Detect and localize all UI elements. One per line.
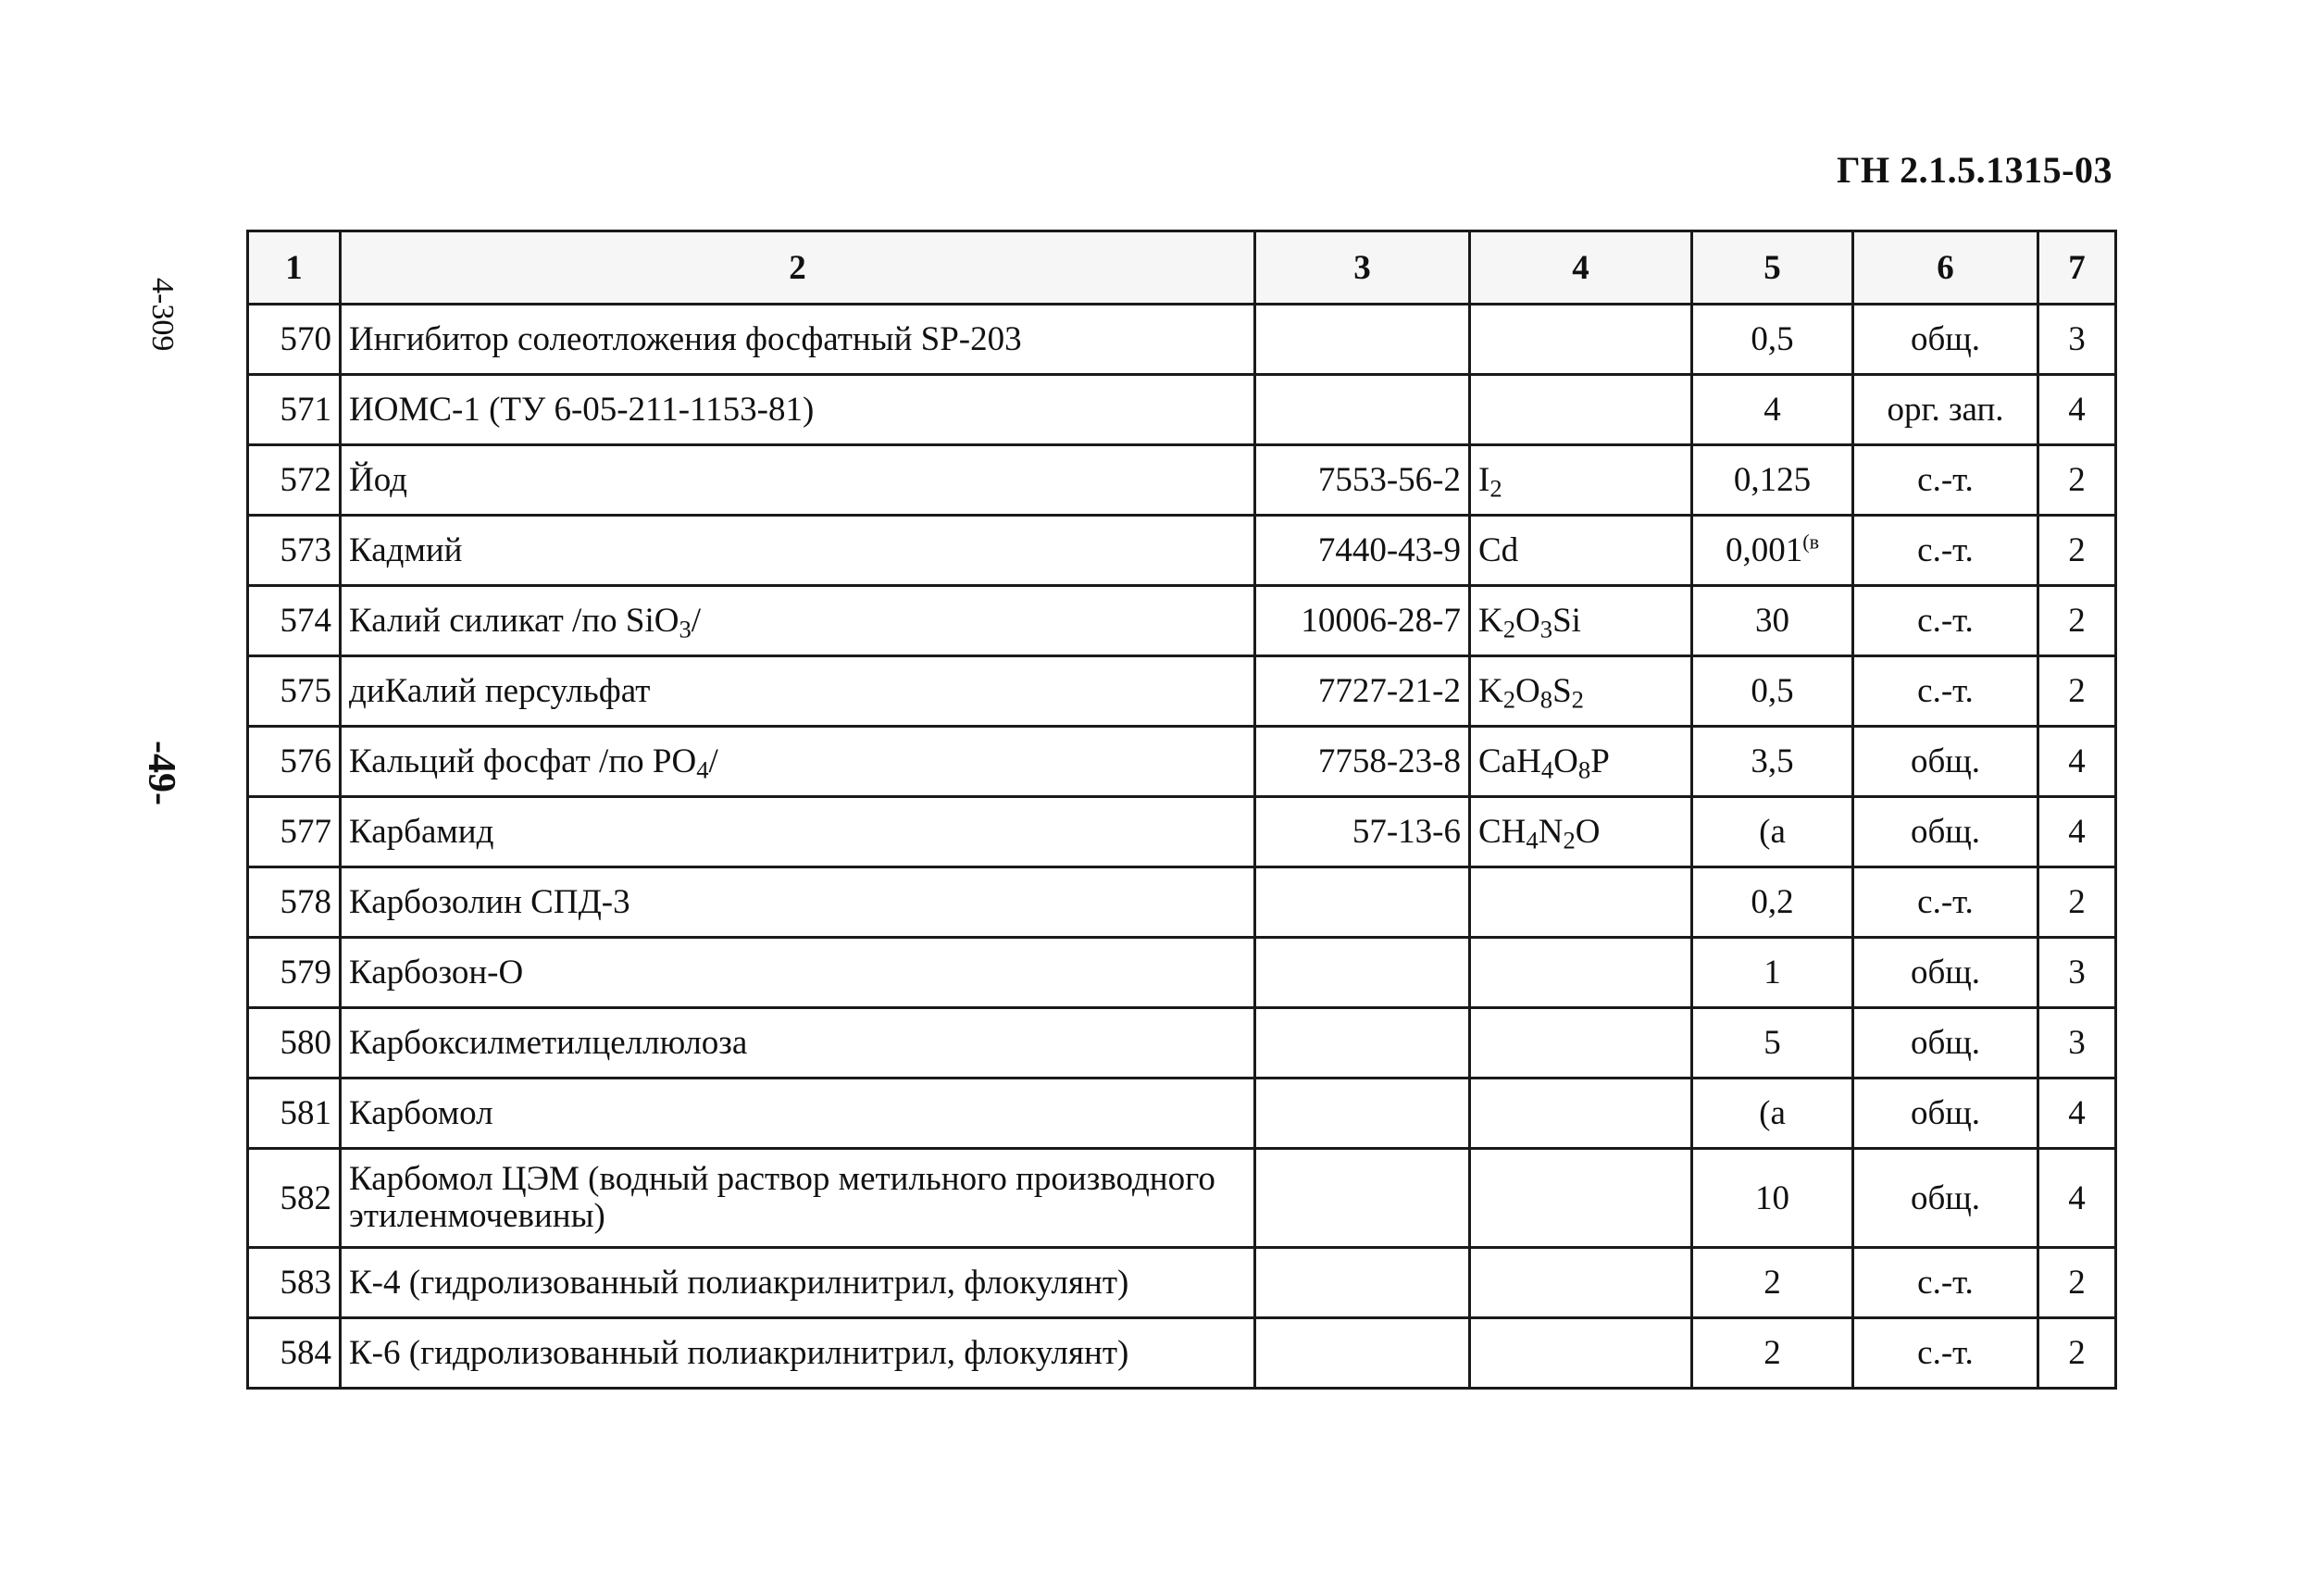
text-part: (а: [1759, 813, 1786, 851]
substance-name-cell: [341, 586, 1255, 656]
table-row: [248, 1149, 2116, 1248]
hazard-indicator-cell: общ.: [1853, 305, 2038, 375]
table-row: [248, 305, 2116, 375]
substances-table: [246, 230, 2117, 1390]
formula-cell: [1470, 1248, 1692, 1318]
text-part: O: [1553, 742, 1578, 780]
text-part: 2: [1571, 685, 1584, 714]
side-code: 4-309: [145, 278, 180, 352]
text-part: (в: [1802, 530, 1820, 554]
cas-number-cell: 7727-21-2: [1255, 656, 1470, 727]
value-cell: [1692, 1248, 1853, 1318]
cas-number-cell: [1255, 305, 1470, 375]
text-part: 2: [1502, 685, 1516, 714]
substance-name-cell: Ингибитор солеотложения фосфатный SP-203: [341, 305, 1255, 375]
hazard-class-cell: 2: [2038, 516, 2116, 586]
text-part: CH: [1478, 813, 1527, 851]
hazard-indicator-cell: с.-т.: [1853, 867, 2038, 938]
hazard-class-cell: 2: [2038, 656, 2116, 727]
value-cell: [1692, 305, 1853, 375]
formula-cell: [1470, 1318, 1692, 1389]
hazard-class-cell: 2: [2038, 586, 2116, 656]
formula-cell: [1470, 305, 1692, 375]
cas-number-cell: [1255, 867, 1470, 938]
row-number-cell: 580: [248, 1008, 341, 1079]
text-part: O: [1515, 672, 1540, 710]
text-part: 2: [1502, 615, 1516, 643]
text-part: 2: [1489, 474, 1502, 503]
value-cell: [1692, 867, 1853, 938]
page-number: -49-: [140, 741, 182, 805]
value-cell: [1692, 1079, 1853, 1149]
row-number-cell: 581: [248, 1079, 341, 1149]
value-cell: [1692, 1318, 1853, 1389]
value-cell: [1692, 445, 1853, 516]
text-part: 3: [1539, 615, 1553, 643]
text-part: 0,001: [1725, 531, 1803, 569]
column-header: 5: [1692, 231, 1853, 305]
text-part: Cd: [1478, 531, 1519, 569]
hazard-indicator-cell: с.-т.: [1853, 1248, 2038, 1318]
formula-cell: [1470, 516, 1692, 586]
value-cell: [1692, 586, 1853, 656]
text-part: 10: [1755, 1178, 1789, 1217]
text-part: Кальций фосфат /по PO: [349, 742, 697, 780]
value-cell: [1692, 727, 1853, 797]
table-row: [248, 516, 2116, 586]
formula-cell: [1470, 938, 1692, 1008]
column-header: 1: [248, 231, 341, 305]
column-header: 6: [1853, 231, 2038, 305]
text-part: 0,125: [1733, 461, 1812, 499]
row-number-cell: 571: [248, 375, 341, 445]
row-number-cell: 575: [248, 656, 341, 727]
cas-number-cell: 7553-56-2: [1255, 445, 1470, 516]
hazard-indicator-cell: с.-т.: [1853, 656, 2038, 727]
text-part: 3: [679, 615, 692, 643]
hazard-class-cell: 3: [2038, 1008, 2116, 1079]
text-part: (а: [1759, 1094, 1786, 1132]
hazard-indicator-cell: с.-т.: [1853, 445, 2038, 516]
value-cell: [1692, 1008, 1853, 1079]
table-row: [248, 1079, 2116, 1149]
substance-name-cell: Карбомол: [341, 1079, 1255, 1149]
text-part: K: [1478, 602, 1503, 640]
column-header: 3: [1255, 231, 1470, 305]
text-part: K: [1478, 672, 1503, 710]
column-header: 4: [1470, 231, 1692, 305]
text-part: 8: [1539, 685, 1553, 714]
row-number-cell: 574: [248, 586, 341, 656]
row-number-cell: 584: [248, 1318, 341, 1389]
formula-cell: [1470, 375, 1692, 445]
cas-number-cell: [1255, 1318, 1470, 1389]
hazard-class-cell: 4: [2038, 1079, 2116, 1149]
table-row: [248, 938, 2116, 1008]
formula-cell: [1470, 656, 1692, 727]
formula-cell: [1470, 1008, 1692, 1079]
table-row: [248, 586, 2116, 656]
text-part: 5: [1763, 1024, 1781, 1062]
text-part: 3,5: [1751, 742, 1794, 780]
text-part: I: [1478, 461, 1490, 499]
formula-cell: [1470, 797, 1692, 867]
hazard-class-cell: 2: [2038, 1248, 2116, 1318]
document-code: ГН 2.1.5.1315-03: [1837, 149, 2112, 191]
value-cell: [1692, 656, 1853, 727]
text-part: O: [1515, 602, 1540, 640]
row-number-cell: 577: [248, 797, 341, 867]
header-row: [248, 231, 2116, 305]
row-number-cell: 570: [248, 305, 341, 375]
formula-cell: [1470, 445, 1692, 516]
substance-name-cell: Карбомол ЦЭМ (водный раствор метильного производного этиленмочевины): [341, 1149, 1255, 1248]
hazard-class-cell: 4: [2038, 1149, 2116, 1248]
text-part: 1: [1763, 954, 1781, 991]
text-part: 2: [1763, 1264, 1781, 1302]
text-part: 0,5: [1751, 672, 1794, 710]
cas-number-cell: 10006-28-7: [1255, 586, 1470, 656]
text-part: /: [691, 601, 702, 640]
value-cell: [1692, 375, 1853, 445]
hazard-class-cell: 4: [2038, 375, 2116, 445]
cas-number-cell: [1255, 1008, 1470, 1079]
cas-number-cell: [1255, 1149, 1470, 1248]
table-body: [248, 305, 2116, 1389]
text-part: 4: [696, 755, 709, 784]
formula-cell: [1470, 727, 1692, 797]
text-part: 8: [1577, 755, 1591, 784]
cas-number-cell: 7758-23-8: [1255, 727, 1470, 797]
text-part: N: [1538, 813, 1564, 851]
hazard-indicator-cell: общ.: [1853, 797, 2038, 867]
text-part: 0,2: [1751, 883, 1794, 921]
substance-name-cell: Карбоксилметилцеллюлоза: [341, 1008, 1255, 1079]
value-cell: [1692, 1149, 1853, 1248]
table-row: [248, 445, 2116, 516]
row-number-cell: 573: [248, 516, 341, 586]
value-cell: [1692, 797, 1853, 867]
cas-number-cell: 57-13-6: [1255, 797, 1470, 867]
hazard-indicator-cell: общ.: [1853, 727, 2038, 797]
hazard-indicator-cell: с.-т.: [1853, 1318, 2038, 1389]
row-number-cell: 582: [248, 1149, 341, 1248]
formula-cell: [1470, 867, 1692, 938]
formula-cell: [1470, 1149, 1692, 1248]
text-part: Si: [1552, 602, 1581, 640]
table-row: [248, 1318, 2116, 1389]
column-header: 2: [341, 231, 1255, 305]
cas-number-cell: [1255, 938, 1470, 1008]
text-part: O: [1575, 813, 1601, 851]
hazard-class-cell: 3: [2038, 305, 2116, 375]
table-row: [248, 656, 2116, 727]
text-part: 2: [1563, 826, 1576, 854]
text-part: 0,5: [1751, 320, 1794, 358]
substance-name-cell: ИОМС-1 (ТУ 6-05-211-1153-81): [341, 375, 1255, 445]
substance-name-cell: диКалий персульфат: [341, 656, 1255, 727]
value-cell: [1692, 516, 1853, 586]
table-row: [248, 1248, 2116, 1318]
substance-name-cell: К-4 (гидролизованный полиакрилнитрил, флокулянт): [341, 1248, 1255, 1318]
substance-name-cell: Кадмий: [341, 516, 1255, 586]
hazard-class-cell: 3: [2038, 938, 2116, 1008]
text-part: 4: [1526, 826, 1539, 854]
cas-number-cell: 7440-43-9: [1255, 516, 1470, 586]
substance-name-cell: Карбозон-О: [341, 938, 1255, 1008]
text-part: Калий силикат /по SiO: [349, 601, 679, 640]
text-part: S: [1552, 672, 1572, 710]
row-number-cell: 583: [248, 1248, 341, 1318]
table-row: [248, 727, 2116, 797]
table-row: [248, 797, 2116, 867]
hazard-indicator-cell: общ.: [1853, 1008, 2038, 1079]
table-row: [248, 867, 2116, 938]
hazard-indicator-cell: с.-т.: [1853, 516, 2038, 586]
table-row: [248, 375, 2116, 445]
cas-number-cell: [1255, 1079, 1470, 1149]
hazard-class-cell: 2: [2038, 445, 2116, 516]
text-part: 2: [1763, 1334, 1781, 1372]
hazard-class-cell: 2: [2038, 867, 2116, 938]
cas-number-cell: [1255, 1248, 1470, 1318]
text-part: 4: [1763, 391, 1781, 429]
row-number-cell: 576: [248, 727, 341, 797]
table-row: [248, 1008, 2116, 1079]
text-part: 4: [1540, 755, 1554, 784]
text-part: P: [1590, 742, 1610, 780]
value-cell: [1692, 938, 1853, 1008]
hazard-class-cell: 2: [2038, 1318, 2116, 1389]
text-part: /: [708, 742, 718, 780]
formula-cell: [1470, 586, 1692, 656]
cas-number-cell: [1255, 375, 1470, 445]
hazard-indicator-cell: общ.: [1853, 1079, 2038, 1149]
hazard-indicator-cell: общ.: [1853, 938, 2038, 1008]
hazard-indicator-cell: общ.: [1853, 1149, 2038, 1248]
formula-cell: [1470, 1079, 1692, 1149]
row-number-cell: 578: [248, 867, 341, 938]
hazard-indicator-cell: с.-т.: [1853, 586, 2038, 656]
substance-name-cell: Карбамид: [341, 797, 1255, 867]
substance-name-cell: К-6 (гидролизованный полиакрилнитрил, флокулянт): [341, 1318, 1255, 1389]
substance-name-cell: [341, 727, 1255, 797]
substance-name-cell: Карбозолин СПД-3: [341, 867, 1255, 938]
hazard-class-cell: 4: [2038, 727, 2116, 797]
column-header: 7: [2038, 231, 2116, 305]
row-number-cell: 572: [248, 445, 341, 516]
row-number-cell: 579: [248, 938, 341, 1008]
substance-name-cell: Йод: [341, 445, 1255, 516]
text-part: CaH: [1478, 742, 1541, 780]
hazard-indicator-cell: орг. зап.: [1853, 375, 2038, 445]
text-part: 30: [1755, 602, 1789, 640]
hazard-class-cell: 4: [2038, 797, 2116, 867]
